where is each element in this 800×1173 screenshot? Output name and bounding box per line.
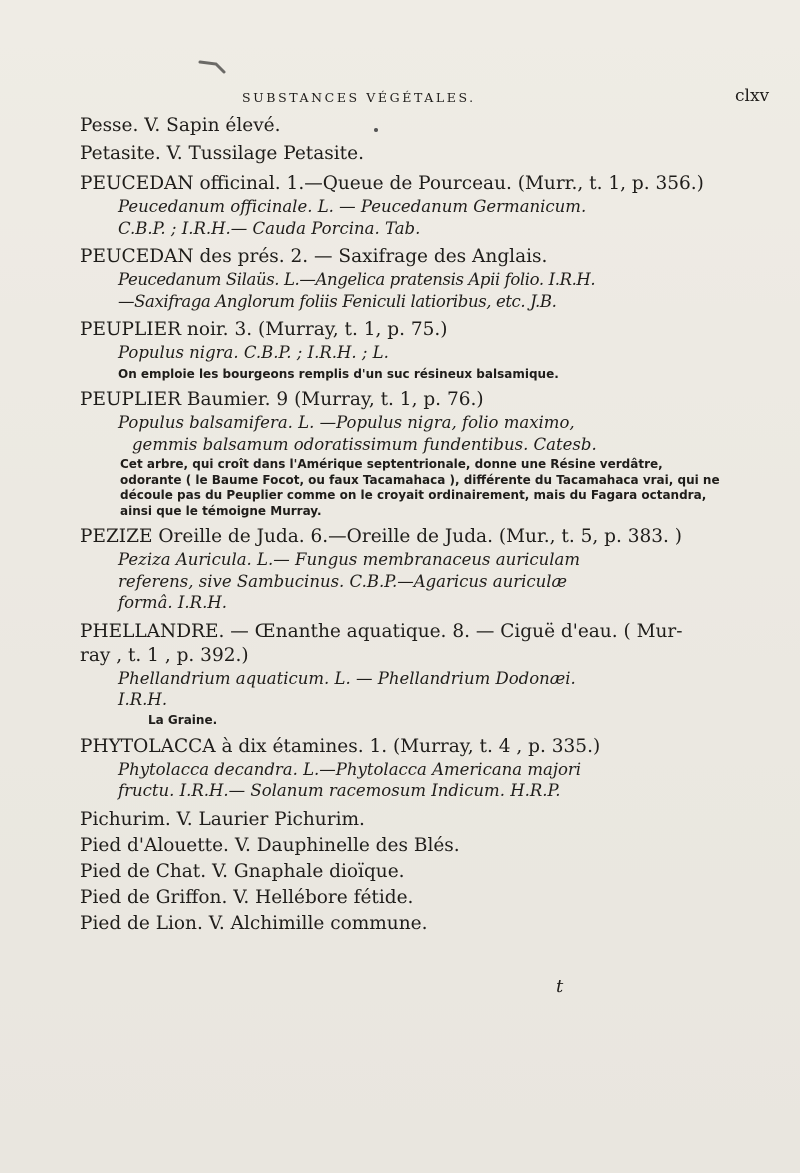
entry-pied-griffon (80, 886, 750, 910)
synonym-line: Peucedanum Silaüs. L.—Angelica pratensis Apii folio. I.R.H. (118, 270, 596, 289)
entry-heading: PEUPLIER noir. 3. (Murray, t. 1, p. 75.) (80, 319, 448, 340)
synonym-line: C.B.P. ; I.R.H.— Cauda Porcina. Tab. (118, 218, 421, 238)
entry-phellandre (80, 620, 750, 729)
synonym-line: fructu. I.R.H.— Solanum racemosum Indicum. H.R.P. (118, 781, 561, 800)
entry-heading: PEUCEDAN des prés. 2. — Saxifrage des Anglais. (80, 246, 548, 267)
synonym-line: Populus nigra. C.B.P. ; I.R.H. ; L. (118, 343, 389, 362)
entry-peucedan-pres (80, 245, 750, 312)
synonym-line: I.R.H. (118, 690, 168, 709)
entry-note: La Graine. (148, 712, 218, 727)
entry-heading: Pesse. V. Sapin élevé. (80, 115, 281, 136)
entry-note: Cet arbre, qui croît dans l'Amérique septentrionale, donne une Résine verdâtre, odorante ( le Baume Focot, ou faux Tacamahaca ), différente du Tacamahaca vrai, qui ne découle pas du Peuplier comme on le croyait ordinairement, mais du Fagara octandra, ainsi que le témoigne Murray. (120, 457, 720, 518)
entry-heading: PEZIZE Oreille de Juda. 6.—Oreille de Juda. (Mur., t. 5, p. 383. ) (80, 526, 682, 547)
entry-pied-chat (80, 860, 750, 884)
entry-heading: Pichurim. V. Laurier Pichurim. (80, 808, 365, 830)
entry-heading: Pied de Lion. V. Alchimille commune. (80, 912, 428, 934)
entry-phytolacca (80, 735, 750, 802)
running-title: SUBSTANCES VÉGÉTALES. (242, 90, 476, 105)
entry-heading: PEUPLIER Baumier. 9 (Murray, t. 1, p. 76.) (80, 389, 484, 410)
ink-smudge-mark (198, 58, 228, 76)
entry-peucedan-officinal (80, 172, 750, 239)
entry-pezize (80, 525, 750, 614)
synonym-line: Peziza Auricula. L.— Fungus membranaceus auriculam (118, 550, 581, 569)
entry-heading: PEUCEDAN officinal. 1.—Queue de Pourceau. (Murr., t. 1, p. 356.) (80, 173, 704, 194)
entry-peuplier-baumier (80, 388, 750, 519)
synonym-line: formâ. I.R.H. (118, 593, 227, 612)
entry-heading: Pied de Chat. V. Gnaphale dioïque. (80, 860, 405, 882)
entry-heading: Pied de Griffon. V. Hellébore fétide. (80, 886, 414, 908)
entry-note: On emploie les bourgeons remplis d'un suc résineux balsamique. (118, 366, 559, 381)
entry-pesse (80, 114, 750, 138)
entry-peuplier-noir (80, 318, 750, 382)
page-header (0, 86, 800, 110)
entry-heading: Pied d'Alouette. V. Dauphinelle des Blés. (80, 834, 460, 856)
synonym-line: Peucedanum officinale. L. — Peucedanum Germanicum. (118, 197, 587, 216)
synonym-line: —Saxifraga Anglorum foliis Feniculi latioribus, etc. J.B. (118, 291, 557, 311)
page-body (80, 114, 750, 936)
entry-heading: PHYTOLACCA à dix étamines. 1. (Murray, t. 4 , p. 335.) (80, 735, 601, 757)
entry-pied-alouette (80, 834, 750, 858)
synonym-line: referens, sive Sambucinus. C.B.P.—Agaricus auriculæ (118, 571, 568, 591)
synonym-line: Populus balsamifera. L. —Populus nigra, folio maximo, (118, 413, 575, 432)
entry-heading-continued: ray , t. 1 , p. 392.) (80, 644, 249, 666)
entry-heading: Petasite. V. Tussilage Petasite. (80, 143, 364, 164)
catchword: t (556, 976, 564, 997)
synonym-line: Phellandrium aquaticum. L. — Phellandrium Dodonæi. (118, 668, 576, 688)
entry-pichurim (80, 808, 750, 832)
page-number: clxv (735, 86, 770, 106)
synonym-line: gemmis balsamum odoratissimum fundentibus. Catesb. (132, 434, 597, 454)
entry-petasite (80, 142, 750, 166)
entry-pied-lion (80, 912, 750, 936)
synonym-line: Phytolacca decandra. L.—Phytolacca Americana majori (118, 759, 582, 779)
entry-heading: PHELLANDRE. — Œnanthe aquatique. 8. — Ciguë d'eau. ( Mur- (80, 620, 683, 642)
